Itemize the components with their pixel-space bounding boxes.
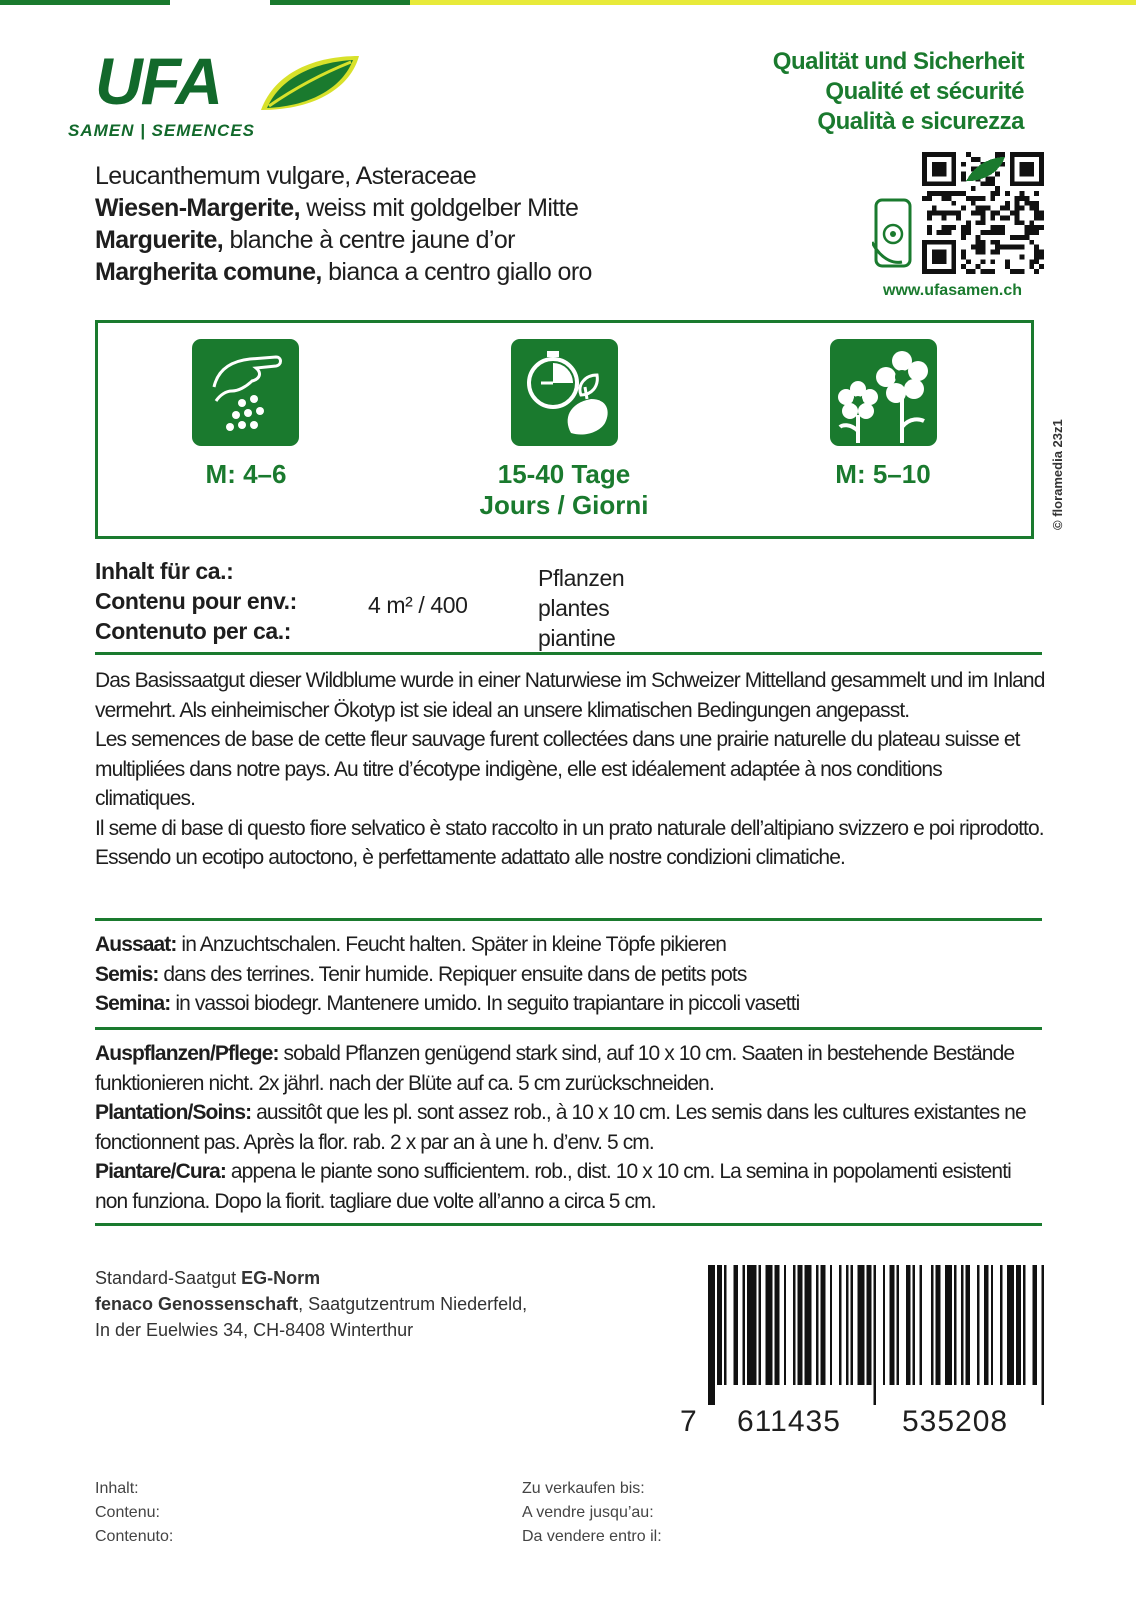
copyright-side-note: [1050, 330, 1070, 540]
sowing-fr: [95, 960, 1045, 990]
name-it-bold: Margherita comune,: [95, 258, 322, 286]
divider: [95, 918, 1042, 921]
plant-names: [95, 160, 592, 288]
contents-unit-fr: plantes: [538, 595, 610, 621]
planting-de-label: Auspflanzen/Pflege:: [95, 1042, 279, 1065]
sell-by-fr: A vendre jusqu’au:: [522, 1504, 654, 1521]
sowing-it-label: Semina:: [95, 992, 171, 1015]
contents-unit-de: Pflanzen: [538, 565, 625, 591]
name-de-bold: Wiesen-Margerite,: [95, 194, 300, 222]
planting-de: [95, 1039, 1045, 1098]
germination-label: [464, 459, 664, 521]
flowering-month-text: M: 5–10: [835, 459, 931, 489]
sowing-section: [95, 930, 1045, 1019]
sell-by-labels: [522, 1477, 662, 1549]
barcode-digits-left: 611435: [737, 1405, 841, 1438]
quality-line-de: Qualität und Sicherheit: [772, 48, 1024, 75]
sowing-fr-label: Semis:: [95, 962, 159, 986]
contents-stamp-labels: [95, 1477, 173, 1549]
contents-labels: [95, 556, 297, 646]
seed-standard-norm: EG-Norm: [241, 1268, 321, 1288]
planting-fr-text: aussitôt que les pl. sont assez rob., à 10 x 10 cm. Les semis dans les cultures existantes ne fonctionnent pas. Après la flor. rab. 2 x par an à une h. d’env. 5 cm.: [95, 1101, 1026, 1154]
sowing-it-text: in vassoi biodegr. Mantenere umido. In seguito trapiantare in piccoli vasetti: [170, 992, 800, 1015]
company-address: In der Euelwies 34, CH-8408 Winterthur: [95, 1320, 414, 1340]
producer-info: [95, 1265, 527, 1343]
description-fr: Les semences de base de cette fleur sauvage furent collectées dans une prairie naturelle du plateau suisse et multipliées dans notre pays. Au titre d’écotype indigène, elle est idéalement adaptée à nos conditions climatiques.: [95, 728, 1020, 810]
contents-units: [538, 563, 624, 653]
contents-label-de: Inhalt für ca.:: [95, 558, 234, 584]
flowers-icon: [830, 339, 937, 446]
copyright-text: © floramedia 23z1: [1050, 419, 1065, 530]
name-de: [95, 192, 592, 224]
sowing-de-text: in Anzuchtschalen. Feucht halten. Später in kleine Töpfe pikieren: [176, 933, 727, 956]
name-it: [95, 256, 592, 288]
planting-it-label: Piantare/Cura:: [95, 1160, 226, 1183]
name-fr-rest: blanche à centre jaune d’or: [223, 226, 515, 254]
sowing-fr-text: dans des terrines. Tenir humide. Repiquer ensuite dans de petits pots: [158, 962, 747, 986]
germination-days-text: 15-40 Tage: [497, 459, 631, 489]
barcode: [708, 1265, 1044, 1405]
name-fr-bold: Marguerite,: [95, 226, 224, 254]
quality-heading: [773, 47, 1024, 137]
brand-logo-wordmark: UFA: [95, 44, 221, 118]
planting-it-text: appena le piante sono sufficientem. rob., dist. 10 x 10 cm. La semina in popolamenti esistenti non funziona. Dopo la fiorit. tagliare due volte all’anno a circa 5 cm.: [95, 1160, 1011, 1213]
planting-it: [95, 1157, 1045, 1216]
flowering-month-label: [783, 459, 983, 490]
germination-timer-icon: [511, 339, 618, 446]
barcode-digit-first: 7: [680, 1405, 698, 1438]
company-location: , Saatgutzentrum Niederfeld,: [298, 1294, 528, 1314]
growing-info-box: [95, 320, 1034, 539]
planting-fr-label: Plantation/Soins:: [95, 1101, 252, 1124]
barcode-digits-right: 535208: [902, 1405, 1009, 1438]
name-de-rest: weiss mit goldgelber Mitte: [299, 194, 579, 222]
stamp-label-de: Inhalt:: [95, 1480, 139, 1497]
contents-value: 4 m² / 400: [368, 592, 468, 618]
quality-line-it: Qualità e sicurezza: [817, 108, 1024, 135]
divider: [95, 1223, 1042, 1226]
website-url[interactable]: www.ufasamen.ch: [883, 282, 1022, 299]
sowing-de: [95, 930, 1045, 960]
company-name: fenaco Genossenschaft: [95, 1294, 299, 1314]
name-fr: [95, 224, 592, 256]
botanical-name: Leucanthemum vulgare, Asteraceae: [95, 162, 477, 190]
name-it-rest: bianca a centro giallo oro: [321, 258, 592, 286]
contents-label-it: Contenuto per ca.:: [95, 618, 291, 644]
sowing-hand-icon: [192, 339, 299, 446]
leaf-logo-icon: [255, 52, 365, 114]
sell-by-de: Zu verkaufen bis:: [522, 1480, 645, 1497]
planting-de-text: sobald Pflanzen genügend stark sind, auf 10 x 10 cm. Saaten in bestehende Bestände funktionieren nicht. 2x jährl. nach der Blüte auf ca. 5 cm zurückschneiden.: [95, 1042, 1015, 1095]
sowing-it: [95, 989, 1045, 1019]
description-de: Das Basissaatgut dieser Wildblume wurde in einer Naturwiese im Schweizer Mittelland gesammelt und im Inland vermehrt. Als einheimischer Ökotyp ist sie ideal an unsere klimatischen Bedingungen angepasst.: [95, 669, 1045, 722]
stamp-label-it: Contenuto:: [95, 1528, 174, 1545]
company-line: [95, 1291, 527, 1317]
divider: [95, 1027, 1042, 1030]
stamp-label-fr: Contenu:: [95, 1504, 160, 1521]
brand-subtitle: SAMEN | SEMENCES: [68, 121, 256, 140]
top-color-strip: [0, 0, 1136, 5]
quality-line-fr: Qualité et sécurité: [825, 78, 1024, 105]
qr-code[interactable]: [922, 152, 1044, 274]
planting-fr: [95, 1098, 1045, 1157]
sell-by-it: Da vendere entro il:: [522, 1528, 662, 1545]
description-it: Il seme di base di questo fiore selvatico è stato raccolto in un prato naturale dell’altipiano svizzero e poi riprodotto. Essendo un ecotipo autoctono, è perfettamente adattato alle nostre condizioni climatiche.: [95, 816, 1044, 869]
seed-standard: [95, 1265, 527, 1291]
planting-section: [95, 1039, 1045, 1216]
sowing-de-label: Aussaat:: [95, 933, 177, 956]
contents-unit-it: piantine: [538, 625, 616, 651]
seed-standard-prefix: Standard-Saatgut: [95, 1268, 242, 1288]
germination-days-translation: Jours / Giorni: [479, 490, 649, 520]
sowing-month-text: M: 4–6: [205, 459, 287, 489]
smartphone-scan-icon: [872, 198, 914, 270]
contents-label-fr: Contenu pour env.:: [95, 588, 297, 614]
description-section: [95, 666, 1045, 873]
divider: [95, 652, 1042, 655]
sowing-month-label: [146, 459, 346, 490]
